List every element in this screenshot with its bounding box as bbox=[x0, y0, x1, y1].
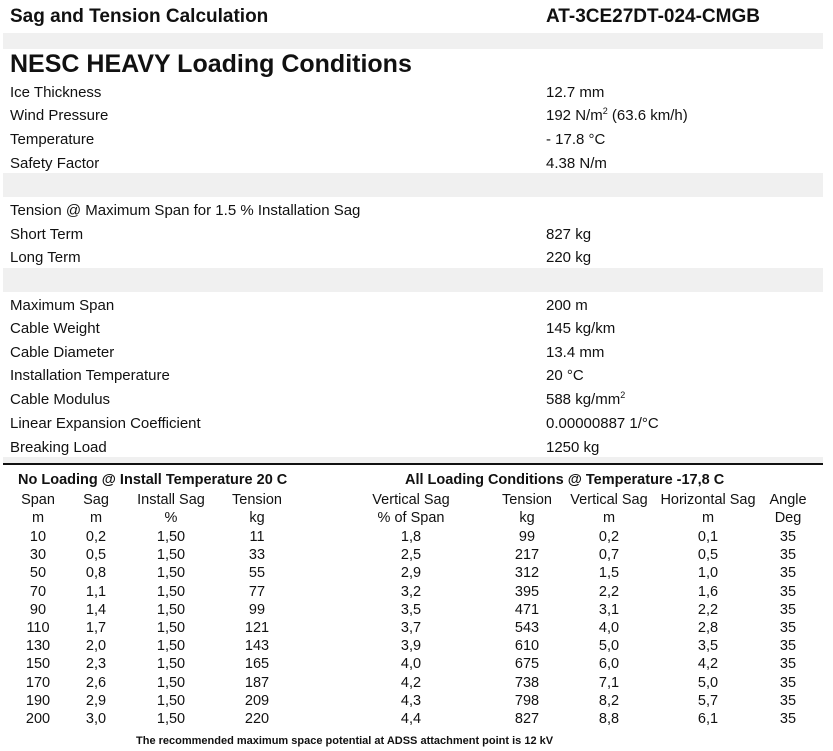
cable-modulus-value bbox=[546, 391, 625, 408]
table-cell: 8,8 bbox=[598, 711, 620, 727]
table-cell: 3,2 bbox=[400, 583, 422, 600]
table-cell: 3,9 bbox=[400, 638, 422, 655]
table-cell: 3,1 bbox=[598, 601, 620, 618]
maximum-span-label: Maximum Span bbox=[10, 297, 115, 314]
table-cell: 4,3 bbox=[400, 692, 422, 709]
table-cell: 170 bbox=[25, 674, 51, 691]
table-cell: 4,0 bbox=[400, 656, 422, 673]
table-cell: 77 bbox=[248, 583, 266, 600]
superscript: 2 bbox=[602, 106, 608, 116]
table-cell: 1,1 bbox=[85, 583, 107, 600]
table-cell: 209 bbox=[244, 692, 270, 709]
table-cell: 55 bbox=[248, 565, 266, 582]
separator-band bbox=[3, 173, 823, 197]
table-cell: 2,5 bbox=[400, 547, 422, 564]
table-cell: 5,7 bbox=[697, 692, 719, 709]
column-unit: % of Span bbox=[377, 510, 445, 526]
table-cell: 1,50 bbox=[156, 620, 186, 636]
table-cell: 99 bbox=[248, 601, 266, 618]
table-cell: 30 bbox=[29, 547, 47, 564]
table-cell: 1,7 bbox=[85, 620, 107, 636]
table-cell: 99 bbox=[518, 529, 536, 545]
table-cell: 0,7 bbox=[598, 547, 620, 564]
table-cell: 395 bbox=[514, 583, 540, 600]
table-cell: 110 bbox=[26, 620, 50, 636]
table-cell: 0,2 bbox=[85, 529, 107, 545]
tension-heading: Tension @ Maximum Span for 1.5 % Installation Sag bbox=[10, 202, 361, 219]
table-cell: 1,50 bbox=[156, 529, 186, 545]
table-cell: 1,50 bbox=[156, 638, 186, 655]
table-cell: 35 bbox=[779, 529, 797, 545]
table-group-all-loading: All Loading Conditions @ Temperature -17,8 C bbox=[405, 472, 725, 488]
column-unit: kg bbox=[519, 510, 535, 526]
column-unit: m bbox=[701, 510, 715, 526]
table-cell: 0,8 bbox=[85, 565, 107, 582]
table-cell: 1,50 bbox=[156, 692, 186, 709]
table-cell: 2,6 bbox=[85, 674, 107, 691]
column-header: Vertical Sag bbox=[372, 492, 450, 508]
table-cell: 165 bbox=[244, 656, 270, 673]
safety-factor-label: Safety Factor bbox=[10, 155, 100, 172]
cable-diameter-label: Cable Diameter bbox=[10, 344, 115, 361]
table-cell: 1,50 bbox=[156, 656, 186, 673]
table-cell: 4,2 bbox=[697, 656, 719, 673]
table-cell: 675 bbox=[514, 656, 540, 673]
temperature-label: Temperature bbox=[10, 131, 95, 148]
table-cell: 5,0 bbox=[697, 674, 719, 691]
table-cell: 121 bbox=[244, 620, 270, 636]
column-header: Angle bbox=[769, 492, 807, 508]
column-unit: m bbox=[89, 510, 103, 526]
installation-temperature-label: Installation Temperature bbox=[10, 367, 170, 384]
table-cell: 2,9 bbox=[400, 565, 422, 582]
table-cell: 35 bbox=[779, 547, 797, 564]
table-cell: 35 bbox=[779, 620, 797, 636]
table-cell: 798 bbox=[514, 692, 540, 709]
table-cell: 1,8 bbox=[400, 529, 422, 545]
table-cell: 6,0 bbox=[598, 656, 620, 673]
table-cell: 143 bbox=[244, 638, 270, 655]
table-cell: 0,2 bbox=[598, 529, 620, 545]
column-header: Sag bbox=[83, 492, 109, 508]
table-cell: 4,4 bbox=[400, 711, 422, 727]
temperature-value: - 17.8 °C bbox=[546, 131, 606, 148]
cable-weight-value: 145 kg/km bbox=[546, 320, 616, 337]
table-cell: 3,5 bbox=[697, 638, 719, 655]
table-cell: 1,5 bbox=[598, 565, 620, 582]
table-cell: 1,50 bbox=[156, 583, 186, 600]
table-cell: 2,9 bbox=[85, 692, 107, 709]
table-cell: 1,50 bbox=[156, 565, 186, 582]
wind-pressure-value bbox=[546, 107, 688, 124]
column-header: Span bbox=[21, 492, 55, 508]
table-cell: 1,50 bbox=[156, 547, 186, 564]
table-cell: 827 bbox=[514, 711, 540, 727]
table-cell: 3,5 bbox=[400, 601, 422, 618]
table-cell: 35 bbox=[779, 583, 797, 600]
table-cell: 6,1 bbox=[697, 711, 719, 727]
product-code: AT-3CE27DT-024-CMGB bbox=[546, 6, 760, 27]
table-cell: 90 bbox=[29, 601, 47, 618]
table-cell: 1,50 bbox=[156, 601, 186, 618]
separator-band bbox=[3, 268, 823, 292]
table-cell: 2,0 bbox=[85, 638, 107, 655]
column-unit: Deg bbox=[774, 510, 802, 526]
superscript: 2 bbox=[620, 390, 626, 400]
short-term-value: 827 kg bbox=[546, 226, 592, 243]
table-cell: 35 bbox=[779, 638, 797, 655]
column-unit: kg bbox=[249, 510, 265, 526]
column-unit: m bbox=[602, 510, 616, 526]
column-header: Tension bbox=[502, 492, 552, 508]
table-cell: 0,1 bbox=[697, 529, 719, 545]
table-cell: 35 bbox=[779, 692, 797, 709]
ice-thickness-value: 12.7 mm bbox=[546, 84, 605, 101]
table-cell: 50 bbox=[29, 565, 47, 582]
long-term-label: Long Term bbox=[10, 249, 81, 266]
column-unit: % bbox=[164, 510, 178, 526]
long-term-value: 220 kg bbox=[546, 249, 592, 266]
document-title: Sag and Tension Calculation bbox=[10, 6, 269, 27]
table-cell: 33 bbox=[248, 547, 266, 564]
table-cell: 543 bbox=[514, 620, 540, 636]
table-cell: 35 bbox=[779, 565, 797, 582]
footnote: The recommended maximum space potential at ADSS attachment point is 12 kV bbox=[136, 735, 554, 747]
table-cell: 1,50 bbox=[156, 711, 186, 727]
wind-pressure-number: 192 N/m bbox=[546, 107, 603, 124]
installation-temperature-value: 20 °C bbox=[546, 367, 584, 384]
expansion-coefficient-label: Linear Expansion Coefficient bbox=[10, 415, 201, 432]
table-cell: 187 bbox=[244, 674, 270, 691]
table-cell: 7,1 bbox=[598, 674, 620, 691]
maximum-span-value: 200 m bbox=[546, 297, 588, 314]
table-cell: 2,2 bbox=[697, 601, 719, 618]
section-title: NESC HEAVY Loading Conditions bbox=[10, 50, 412, 78]
table-cell: 35 bbox=[779, 674, 797, 691]
table-cell: 0,5 bbox=[697, 547, 719, 564]
table-cell: 35 bbox=[779, 656, 797, 673]
table-cell: 5,0 bbox=[598, 638, 620, 655]
breaking-load-value: 1250 kg bbox=[546, 439, 600, 456]
table-cell: 35 bbox=[779, 711, 797, 727]
table-cell: 35 bbox=[779, 601, 797, 618]
separator-band bbox=[3, 33, 823, 49]
safety-factor-value: 4.38 N/m bbox=[546, 155, 607, 172]
table-cell: 471 bbox=[514, 601, 540, 618]
column-header: Horizontal Sag bbox=[660, 492, 756, 508]
table-cell: 190 bbox=[25, 692, 51, 709]
cable-weight-label: Cable Weight bbox=[10, 320, 100, 337]
table-cell: 3,7 bbox=[400, 620, 422, 636]
table-cell: 4,0 bbox=[598, 620, 620, 636]
table-cell: 2,3 bbox=[85, 656, 107, 673]
table-cell: 200 bbox=[25, 711, 51, 727]
cable-diameter-value: 13.4 mm bbox=[546, 344, 605, 361]
breaking-load-label: Breaking Load bbox=[10, 439, 107, 456]
table-cell: 1,0 bbox=[697, 565, 719, 582]
table-cell: 8,2 bbox=[598, 692, 620, 709]
column-header: Tension bbox=[232, 492, 282, 508]
table-cell: 1,4 bbox=[85, 601, 107, 618]
table-divider bbox=[3, 463, 823, 465]
table-group-no-loading: No Loading @ Install Temperature 20 C bbox=[18, 472, 288, 488]
cable-modulus-number: 588 kg/mm bbox=[546, 391, 621, 408]
table-cell: 70 bbox=[29, 583, 47, 600]
table-cell: 0,5 bbox=[85, 547, 107, 564]
cable-modulus-label: Cable Modulus bbox=[10, 391, 111, 408]
table-cell: 10 bbox=[29, 529, 47, 545]
wind-speed: (63.6 km/h) bbox=[607, 107, 688, 124]
table-cell: 738 bbox=[514, 674, 540, 691]
expansion-coefficient-value: 0.00000887 1/°C bbox=[546, 415, 659, 432]
wind-pressure-label: Wind Pressure bbox=[10, 107, 109, 124]
table-cell: 220 bbox=[244, 711, 270, 727]
table-cell: 312 bbox=[514, 565, 540, 582]
ice-thickness-label: Ice Thickness bbox=[10, 84, 102, 101]
table-cell: 217 bbox=[514, 547, 540, 564]
table-cell: 2,2 bbox=[598, 583, 620, 600]
table-cell: 3,0 bbox=[85, 711, 107, 727]
short-term-label: Short Term bbox=[10, 226, 84, 243]
table-cell: 130 bbox=[25, 638, 51, 655]
table-cell: 610 bbox=[514, 638, 540, 655]
column-unit: m bbox=[31, 510, 45, 526]
table-cell: 11 bbox=[249, 529, 265, 545]
column-header: Vertical Sag bbox=[570, 492, 648, 508]
table-cell: 2,8 bbox=[697, 620, 719, 636]
column-header: Install Sag bbox=[137, 492, 205, 508]
table-cell: 1,50 bbox=[156, 674, 186, 691]
table-cell: 4,2 bbox=[400, 674, 422, 691]
table-cell: 150 bbox=[25, 656, 51, 673]
table-cell: 1,6 bbox=[697, 583, 719, 600]
